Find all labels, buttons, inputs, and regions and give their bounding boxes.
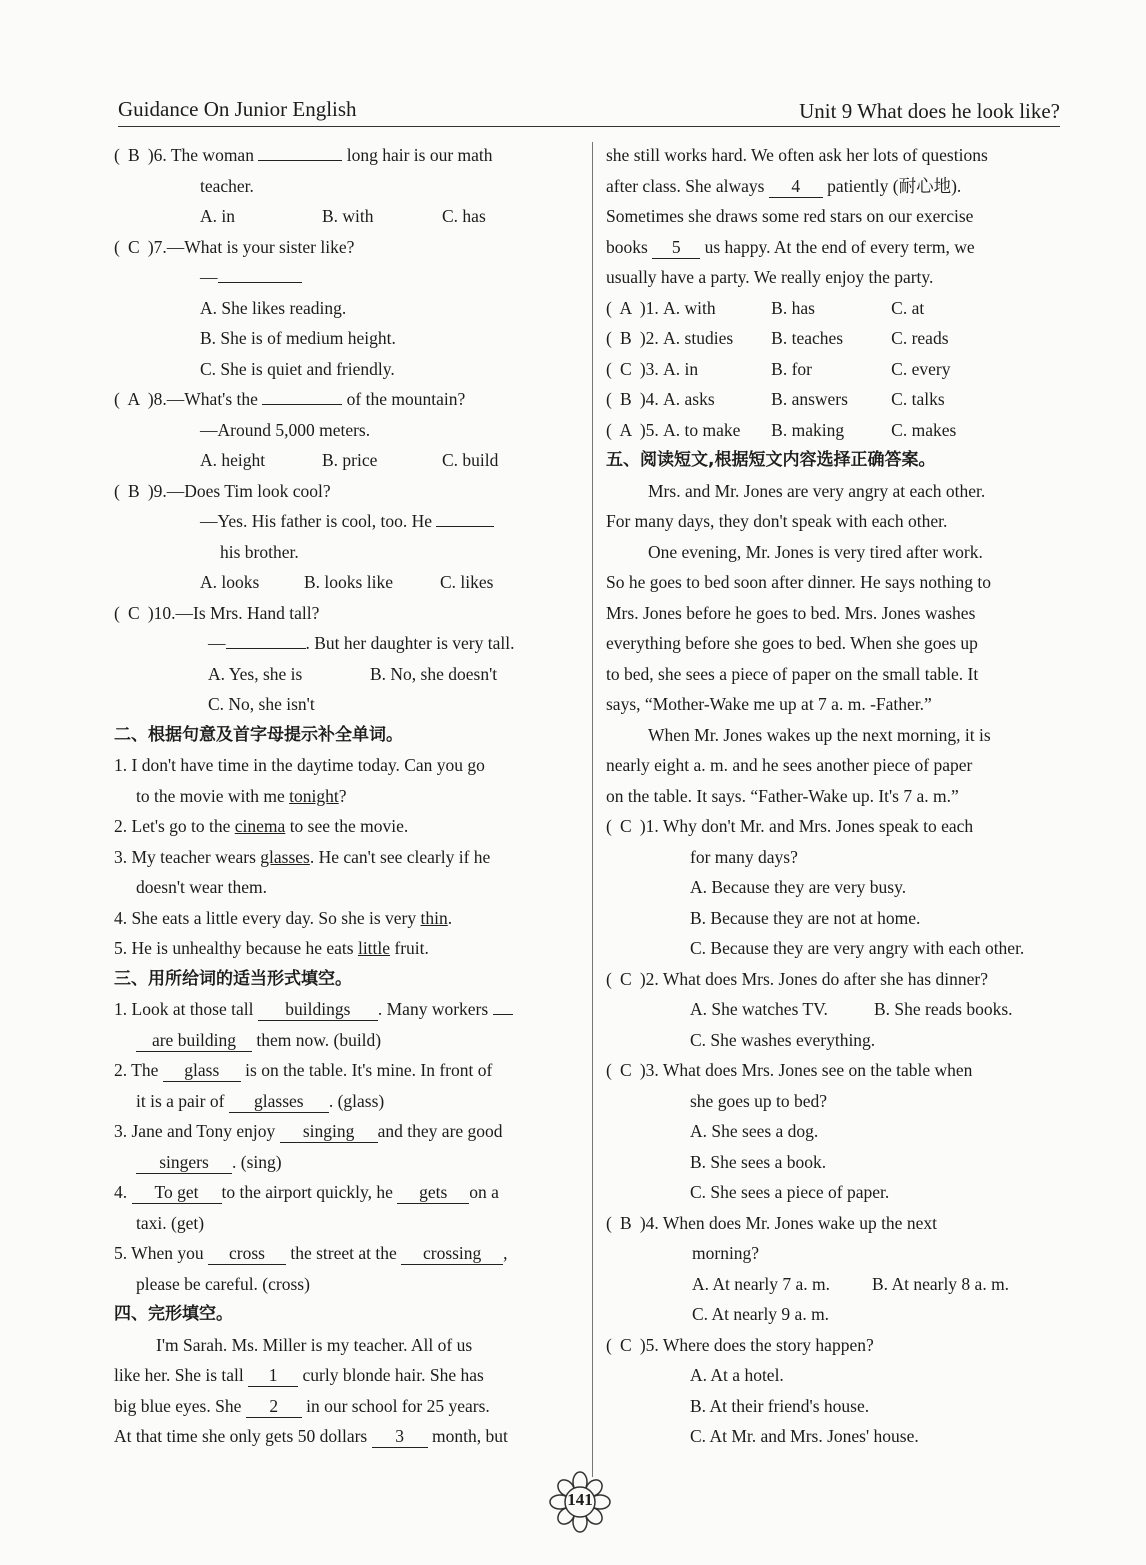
filled-blank: buildings [258, 998, 378, 1021]
cloze-blank-1: 1 [248, 1364, 298, 1387]
question-10: ( C )10.—Is Mrs. Hand tall? [114, 598, 574, 629]
answer-blank [226, 648, 306, 649]
filled-blank: singing [280, 1120, 378, 1143]
answer-mark: B [127, 480, 140, 501]
question-6: ( B )6. The woman long hair is our math [114, 140, 574, 171]
section-title-2: 二、根据句意及首字母提示补全单词。 [114, 724, 403, 745]
page-number-badge [548, 1470, 612, 1534]
reading-question-4: ( B )4. When does Mr. Jones wake up the next [606, 1212, 937, 1233]
cloze-answer-2: ( B )2. A. studies B. teaches C. reads [606, 328, 949, 348]
answer-mark: B [127, 145, 140, 165]
answer-blank [258, 160, 342, 161]
options-row: A. looks B. looks like C. likes [200, 572, 494, 592]
right-column: she still works hard. We often ask her lots of questions after class. She always 4 patiently (耐心地). Sometimes she draws some red stars on our exercise books 5 us happy. At the end of every term, we usually have a party. We really enjoy the party. ( A )1. A. with B. has C. at ( B )2. A. studies B. teaches C. reads ( C )3. A. in B. for C. every ( B )4. A. asks B. answers C. talks ( A )5. A. to make B. making C. makes 五、阅读短文,根据短文内容选择正确答案。 Mrs. and Mr. Jones are very angry at each other. For many days, they don't speak with each other. One evening, Mr. Jones is very tired after work. So he goes to bed soon after dinner. He says nothing to Mrs. Jones before he goes to bed. Mrs. Jones washes everything before she goes to bed. When she goes up to bed, she sees a piece of paper on the small table. It says, “Mother-Wake me up at 7 a. m. -Father.” When Mr. Jones wakes up the next morning, it is nearly eight a. m. and he sees another piece of paper on the table. It says. “Father-Wake up. It's 7 a. m.” ( C )1. Why don't Mr. and Mrs. Jones speak to each for many days? A. Because they are very busy. B. Because they are not at home. C. Because they are very angry with each other. ( C )2. What does Mrs. Jones do after she has dinner? A. She watches TV. B. She reads books. C. She washes everything. ( C )3. What does Mrs. Jones see on the table when she goes up to bed? A. She sees a dog. B. She sees a book. C. She sees a piece of paper. ( B )4. When does Mr. Jones wake up the next morning? A. At nearly 7 a. m. B. At nearly 8 a. m. C. At nearly 9 a. m. ( C )5. Where does the story happen? A. At a hotel. B. At their friend's house. C. At Mr. and Mrs. Jones' house. [606, 140, 1066, 1452]
reading-question-3: ( C )3. What does Mrs. Jones see on the table when [606, 1060, 973, 1080]
section-title-3: 三、用所给词的适当形式填空。 [114, 968, 352, 989]
left-column: ( B )6. The woman long hair is our math teacher. A. in B. with C. has ( C )7.—What is your sister like? — A. She likes reading. B. She is of medium height. C. She is quiet and friendly. ( A )8.—What's the of the mountain? —Around 5,000 meters. A. height B. price C. build ( B )9.—Does Tim look cool? —Yes. His father is cool, too. He his brother. A. looks B. looks like C. likes ( C )10.—Is Mrs. Hand tall? — . But her daughter is very tall. A. Yes, she is B. No, she doesn't C. No, she isn't 二、根据句意及首字母提示补全单词。 1. I don't have time in the daytime today. Can you go to the movie with me tonight? 2. Let's go to the cinema to see the movie. 3. My teacher wears glasses. He can't see clearly if he doesn't wear them. 4. She eats a little every day. So she is very thin. 5. He is unhealthy because he eats little fruit. 三、用所给词的适当形式填空。 1. Look at those tall buildings . Many workers are building them now. (build) 2. The glass is on the table. It's mine. In front of it is a pair of glasses . (glass) 3. Jane and Tony enjoy singing and they are good singers . (sing) 4. To get to the airport quickly, he gets on a taxi. (get) 5. When you cross the street at the crossing , please be careful. (cross) 四、完形填空。 I'm Sarah. Ms. Miller is my teacher. All of us like her. She is tall 1 curly blonde hair. She has big blue eyes. She 2 in our school for 25 years. At that time she only gets 50 dollars 3 month, but [114, 140, 574, 1452]
unit-title: Unit 9 What does he look like? [799, 99, 1060, 123]
book-title: Guidance On Junior English [118, 97, 357, 121]
filled-word: tonight [289, 785, 339, 806]
filled-blank: To get [132, 1181, 222, 1204]
cloze-blank-5: 5 [652, 236, 700, 259]
filled-blank: are building [136, 1029, 252, 1052]
cloze-blank-4: 4 [769, 175, 823, 198]
question-8: ( A )8.—What's the of the mountain? [114, 384, 574, 415]
filled-blank: cross [208, 1242, 286, 1265]
filled-blank: glasses [229, 1090, 329, 1113]
question-7: ( C )7.—What is your sister like? [114, 232, 574, 263]
cloze-blank-3: 3 [372, 1425, 428, 1448]
page-number: 141 [567, 1490, 593, 1509]
answer-blank [262, 404, 342, 405]
filled-word: thin [420, 907, 448, 928]
section-title-5: 五、阅读短文,根据短文内容选择正确答案。 [606, 450, 936, 470]
cloze-answer-1: ( A )1. A. with B. has C. at [606, 297, 925, 318]
answer-mark: A [127, 389, 141, 409]
column-divider [592, 142, 593, 1477]
filled-word: little [357, 938, 391, 958]
reading-question-1: ( C )1. Why don't Mr. and Mrs. Jones speak to each [606, 816, 974, 836]
answer-mark: C [127, 236, 140, 257]
filled-blank: singers [136, 1151, 232, 1174]
cloze-answer-5: ( A )5. A. to make B. making C. makes [606, 419, 957, 440]
filled-word: glasses [260, 846, 310, 867]
filled-blank: glass [163, 1059, 241, 1082]
answer-blank [436, 526, 494, 527]
cloze-answer-4: ( B )4. A. asks B. answers C. talks [606, 389, 945, 409]
options-row: A. in B. with C. has [200, 206, 486, 226]
question-9: ( B )9.—Does Tim look cool? [114, 476, 574, 507]
answer-blank [218, 282, 302, 283]
filled-word: cinema [234, 816, 286, 836]
reading-question-2: ( C )2. What does Mrs. Jones do after she has dinner? [606, 968, 988, 989]
reading-question-5: ( C )5. Where does the story happen? [606, 1334, 874, 1355]
cloze-answer-3: ( C )3. A. in B. for C. every [606, 358, 951, 379]
filled-blank: gets [397, 1181, 469, 1204]
page-header [118, 92, 1060, 127]
answer-mark: C [127, 602, 140, 623]
section-title-4: 四、完形填空。 [114, 1304, 233, 1324]
cloze-blank-2: 2 [246, 1395, 302, 1418]
options-row: A. height B. price C. build [200, 450, 499, 470]
filled-blank: crossing [401, 1242, 503, 1265]
options-row: A. Yes, she is B. No, she doesn't [208, 663, 498, 684]
